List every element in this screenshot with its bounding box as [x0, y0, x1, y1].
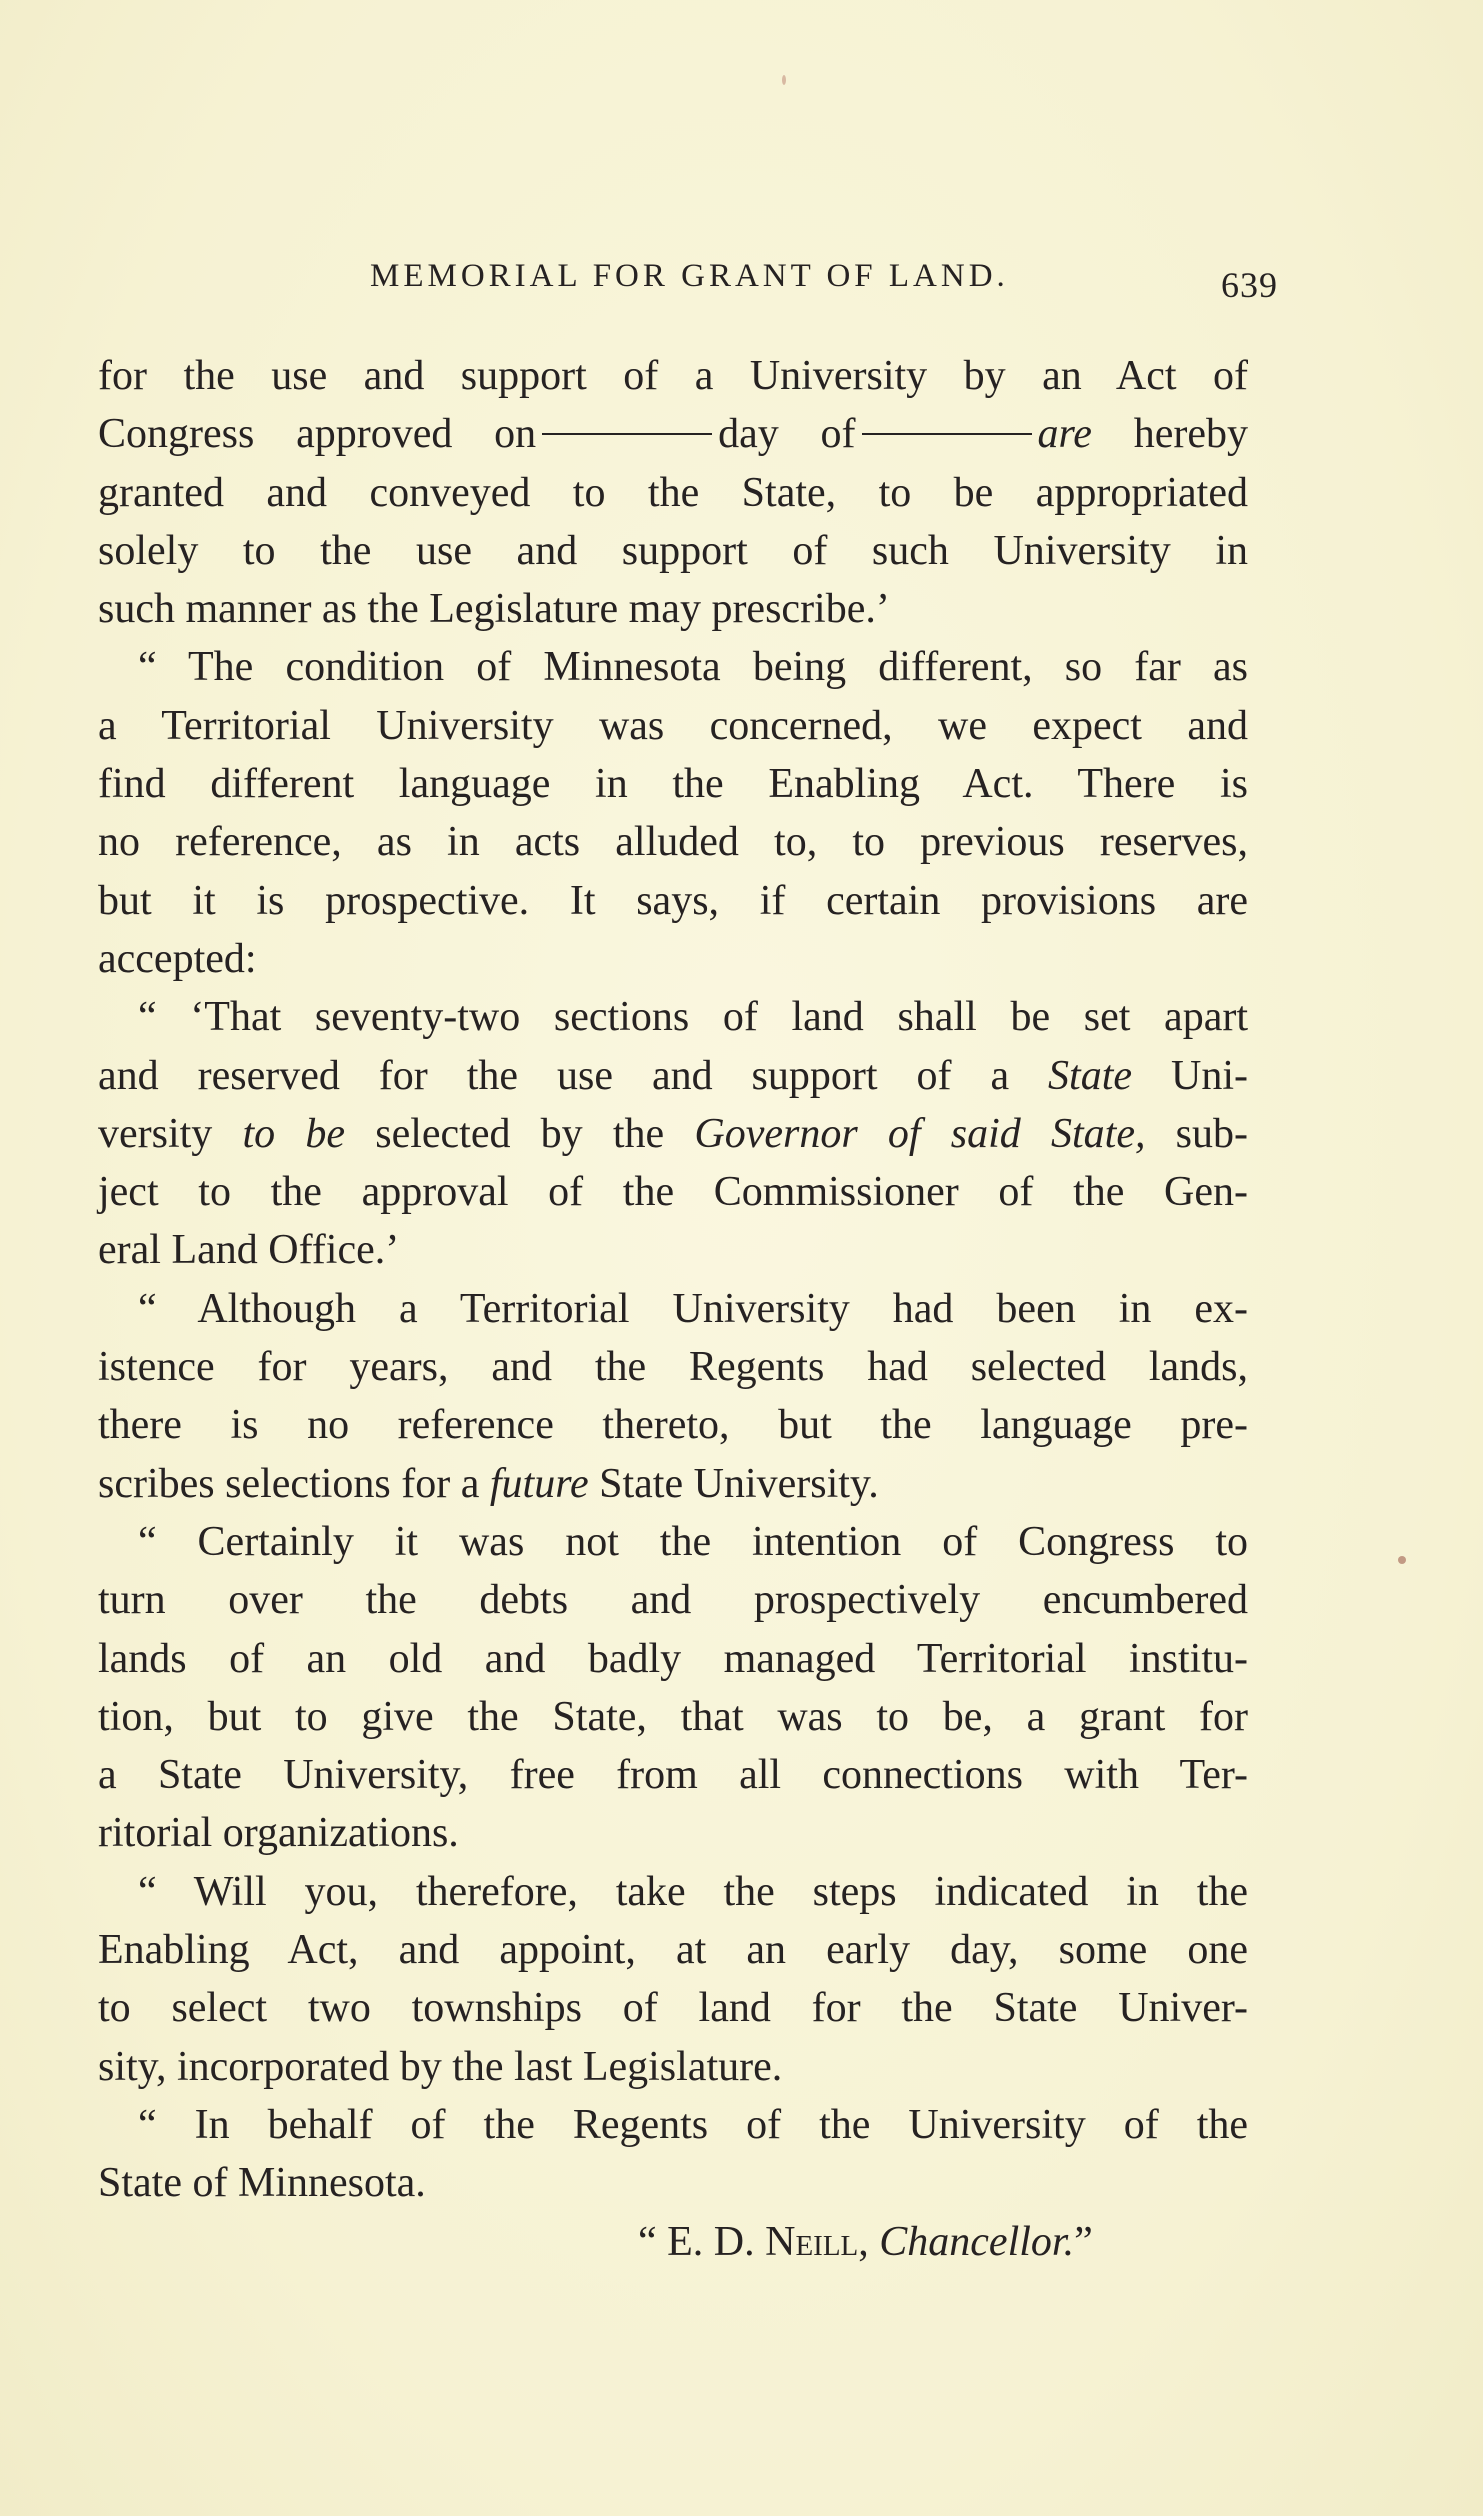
text-line	[98, 1804, 1248, 1862]
text-segment: versity	[98, 1110, 243, 1157]
text-line	[98, 1396, 1248, 1454]
text-line	[98, 2038, 1248, 2096]
text-segment: “ Will you, therefore, take the steps indicated in the	[138, 1868, 1248, 1915]
text-segment: “ Although a Territorial University had been in ex-	[138, 1285, 1248, 1332]
text-line	[98, 1513, 1248, 1571]
signature-name: Neill	[765, 2218, 859, 2265]
text-segment: solely to the use and support of such University in	[98, 527, 1248, 574]
text-line	[98, 580, 1248, 638]
text-line	[98, 1280, 1248, 1338]
text-line	[98, 1221, 1248, 1279]
text-segment: turn over the debts and prospectively encumbered	[98, 1577, 1248, 1624]
text-segment: Congress approved on	[98, 411, 537, 458]
italic-text: State	[1048, 1052, 1133, 1099]
text-line	[98, 1338, 1248, 1396]
text-line	[98, 464, 1248, 522]
text-segment: “ In behalf of the Regents of the University of the	[138, 2101, 1248, 2148]
text-line	[98, 522, 1248, 580]
paper-speck	[1398, 1556, 1406, 1564]
text-segment: State of Minnesota.	[98, 2160, 426, 2207]
paper-speck	[782, 75, 786, 85]
text-segment: granted and conveyed to the State, to be appropriated	[98, 469, 1248, 516]
text-segment: State University.	[588, 1460, 879, 1507]
italic-text: are	[1037, 411, 1092, 458]
text-segment: scribes selections for a	[98, 1460, 490, 1507]
text-segment: there is no reference thereto, but the language pre-	[98, 1402, 1248, 1449]
text-segment: and reserved for the use and support of a	[98, 1052, 1049, 1099]
text-segment: such manner as the Legislature may prescribe.’	[98, 586, 890, 633]
text-segment: but it is prospective. It says, if certain provisions are	[98, 877, 1248, 924]
text-line	[98, 1921, 1248, 1979]
text-segment: day of	[718, 411, 856, 458]
text-line	[98, 2096, 1248, 2154]
text-line	[98, 1688, 1248, 1746]
text-segment: to select two townships of land for the State Univer-	[98, 1985, 1248, 2032]
text-line	[98, 1979, 1248, 2037]
signature-close: ”	[1074, 2218, 1093, 2265]
text-segment: istence for years, and the Regents had selected lands,	[98, 1344, 1248, 1391]
text-line	[98, 813, 1248, 871]
text-line	[98, 1455, 1248, 1513]
text-segment: ject to the approval of the Commissioner of the Gen-	[98, 1169, 1248, 1216]
text-line	[98, 2154, 1248, 2212]
text-line	[98, 405, 1248, 463]
text-segment: tion, but to give the State, that was to be, a grant for	[98, 1693, 1248, 1740]
text-segment: “ ‘That seventy-two sections of land shall be set apart	[138, 994, 1248, 1041]
blank-rule	[862, 433, 1032, 435]
text-segment: no reference, as in acts alluded to, to previous reserves,	[98, 819, 1248, 866]
text-segment: lands of an old and badly managed Territorial institu-	[98, 1635, 1248, 1682]
blank-rule	[542, 433, 712, 435]
page-number: 639	[1221, 265, 1278, 305]
text-line	[98, 1571, 1248, 1629]
signature-line	[98, 2213, 1248, 2271]
text-line	[98, 755, 1248, 813]
text-segment: sub-	[1145, 1110, 1249, 1157]
text-segment: “ Certainly it was not the intention of Congress to	[138, 1518, 1248, 1565]
italic-text: future	[489, 1460, 589, 1507]
text-segment: a State University, free from all connections with Ter-	[98, 1752, 1248, 1799]
text-segment: sity, incorporated by the last Legislature.	[98, 2043, 783, 2090]
text-segment: selected by the	[345, 1110, 695, 1157]
text-line	[98, 930, 1248, 988]
text-line	[98, 347, 1248, 405]
text-line	[98, 988, 1248, 1046]
text-line	[98, 872, 1248, 930]
text-segment: eral Land Office.’	[98, 1227, 400, 1274]
text-segment: hereby	[1091, 411, 1248, 458]
text-segment: find different language in the Enabling Act. There is	[98, 761, 1248, 808]
text-line	[98, 1105, 1248, 1163]
text-segment: for the use and support of a University by an Act of	[98, 353, 1248, 399]
text-line	[98, 697, 1248, 755]
signature-open: “ E. D.	[638, 2218, 766, 2265]
signature-comma: ,	[858, 2218, 880, 2265]
text-line	[98, 1163, 1248, 1221]
signature-title: Chancellor.	[879, 2218, 1075, 2265]
text-segment: ritorial organizations.	[98, 1810, 459, 1857]
italic-text: to be	[242, 1110, 346, 1157]
text-segment: Uni-	[1132, 1052, 1248, 1099]
running-head: MEMORIAL FOR GRANT OF LAND.	[370, 258, 1009, 294]
text-segment: “ The condition of Minnesota being different, so far as	[138, 644, 1248, 691]
text-line	[98, 1047, 1248, 1105]
text-line	[98, 1863, 1248, 1921]
text-line	[98, 638, 1248, 696]
text-line	[98, 1746, 1248, 1804]
text-line	[98, 1630, 1248, 1688]
body-text	[98, 347, 1248, 2271]
text-segment: a Territorial University was concerned, we expect and	[98, 702, 1248, 749]
italic-text: Governor of said State,	[694, 1110, 1146, 1157]
text-segment: accepted:	[98, 935, 257, 982]
text-segment: Enabling Act, and appoint, at an early day, some one	[98, 1927, 1248, 1974]
page-header	[98, 258, 1278, 318]
